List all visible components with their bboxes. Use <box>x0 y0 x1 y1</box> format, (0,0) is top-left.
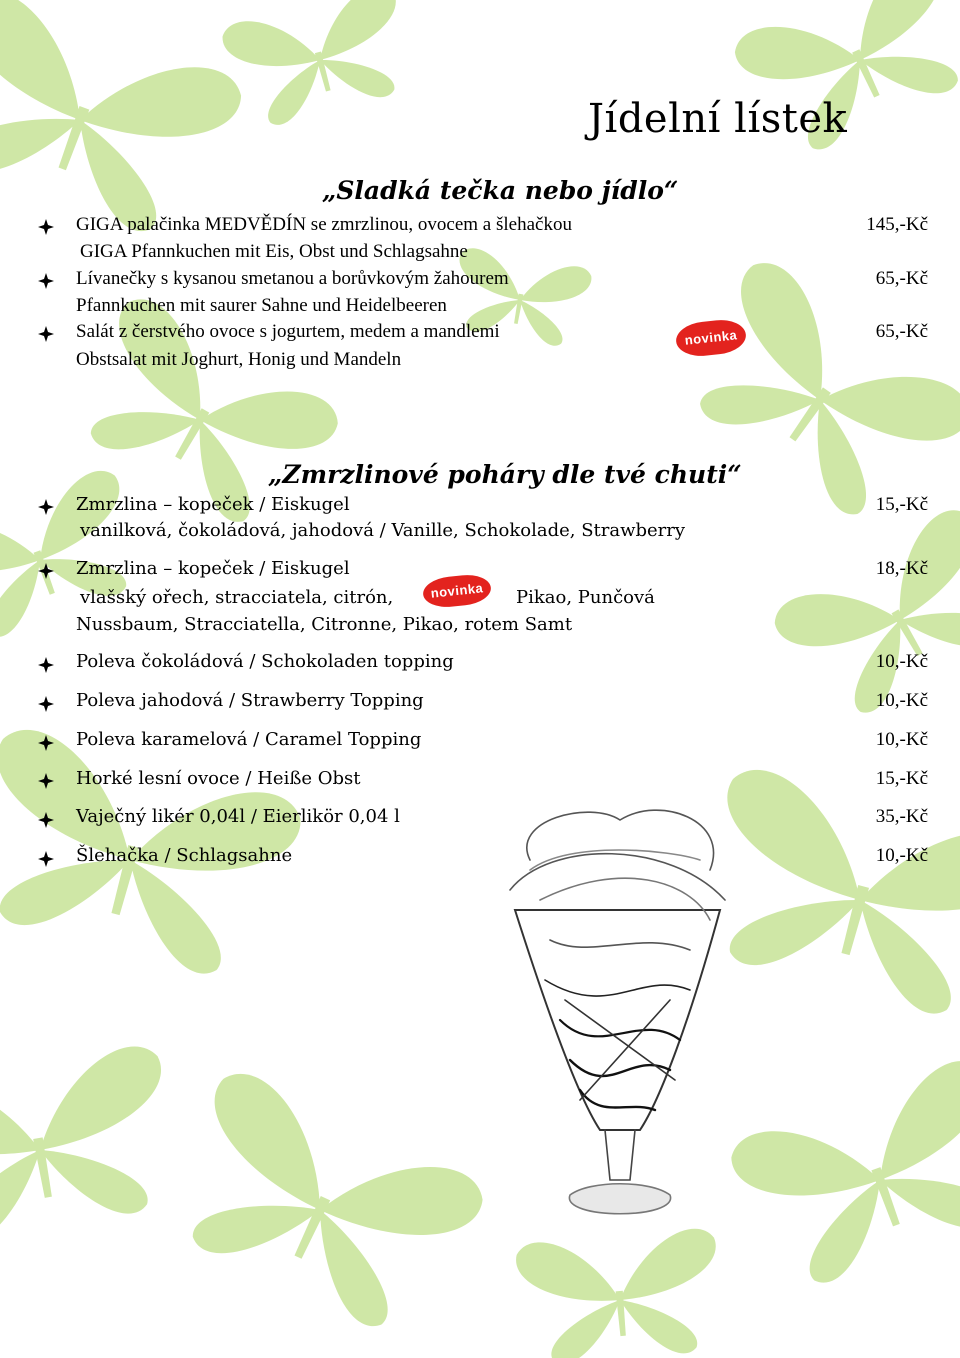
menu-item-translation: Obstsalat mit Joghurt, Honig und Mandeln <box>76 349 402 370</box>
four-petal-diamond-icon <box>38 696 54 712</box>
four-petal-diamond-icon <box>38 812 54 828</box>
menu-item-name: Zmrzlina – kopeček / Eiskugel <box>76 494 350 515</box>
menu-item-translation: vlašský ořech, stracciatela, citrón, <box>80 587 394 608</box>
menu-item-translation: Nussbaum, Stracciatella, Citronne, Pikao, rotem Samt <box>76 614 573 635</box>
new-item-badge: novinka <box>674 317 747 358</box>
four-petal-diamond-icon <box>38 851 54 867</box>
menu-item-name: Poleva jahodová / Strawberry Topping <box>76 690 424 711</box>
menu-item-price: 15,-Kč <box>875 768 928 789</box>
menu-item-price: 145,-Kč <box>866 214 928 235</box>
four-petal-diamond-icon <box>38 499 54 515</box>
menu-item-name: Šlehačka / Schlagsahne <box>76 845 293 866</box>
menu-item-price: 10,-Kč <box>875 651 928 672</box>
menu-item-price: 18,-Kč <box>875 558 928 579</box>
menu-item-name: Lívanečky s kysanou smetanou a borůvkovým žahourem <box>76 268 509 289</box>
menu-item-translation: Pfannkuchen mit saurer Sahne und Heidelbeeren <box>76 295 447 316</box>
section-heading: „Sladká tečka nebo jídlo“ <box>322 176 679 205</box>
new-item-badge: novinka <box>422 573 493 610</box>
four-petal-diamond-icon <box>38 273 54 289</box>
menu-item-price: 10,-Kč <box>875 690 928 711</box>
four-petal-diamond-icon <box>38 563 54 579</box>
menu-item-name: Salát z čerstvého ovoce s jogurtem, medem a mandlemi <box>76 321 500 342</box>
four-petal-diamond-icon <box>38 219 54 235</box>
butterfly-icon <box>153 1064 491 1348</box>
four-petal-diamond-icon <box>38 326 54 342</box>
menu-item-price: 10,-Kč <box>875 729 928 750</box>
butterfly-icon <box>0 0 248 249</box>
butterfly-icon <box>0 1042 185 1250</box>
menu-item-name: Poleva karamelová / Caramel Topping <box>76 729 422 750</box>
four-petal-diamond-icon <box>38 735 54 751</box>
menu-item-price: 10,-Kč <box>875 845 928 866</box>
four-petal-diamond-icon <box>38 773 54 789</box>
menu-item-translation: GIGA Pfannkuchen mit Eis, Obst und Schlagsahne <box>80 241 468 262</box>
ice-cream-glass-sketch <box>470 800 770 1260</box>
menu-item-name: Vaječný likér 0,04l / Eierlikör 0,04 l <box>76 806 400 827</box>
page-title: Jídelní lístek <box>588 96 848 142</box>
menu-item-translation: Pikao, Punčová <box>516 587 655 608</box>
butterfly-icon <box>768 502 960 732</box>
four-petal-diamond-icon <box>38 657 54 673</box>
menu-item-name: GIGA palačinka MEDVĚDÍN se zmrzlinou, ovocem a šlehačkou <box>76 214 572 235</box>
menu-item-price: 35,-Kč <box>875 806 928 827</box>
menu-item-name: Poleva čokoládová / Schokoladen topping <box>76 651 454 672</box>
menu-item-price: 65,-Kč <box>875 268 928 289</box>
menu-item-price: 15,-Kč <box>875 494 928 515</box>
menu-item-price: 65,-Kč <box>875 321 928 342</box>
menu-item-name: Zmrzlina – kopeček / Eiskugel <box>76 558 350 579</box>
menu-item-name: Horké lesní ovoce / Heiße Obst <box>76 768 361 789</box>
butterfly-icon <box>219 0 419 134</box>
section-heading: „Zmrzlinové poháry dle tvé chuti“ <box>268 460 742 489</box>
menu-item-translation: vanilková, čokoládová, jahodová / Vanille, Schokolade, Strawberry <box>80 520 686 541</box>
